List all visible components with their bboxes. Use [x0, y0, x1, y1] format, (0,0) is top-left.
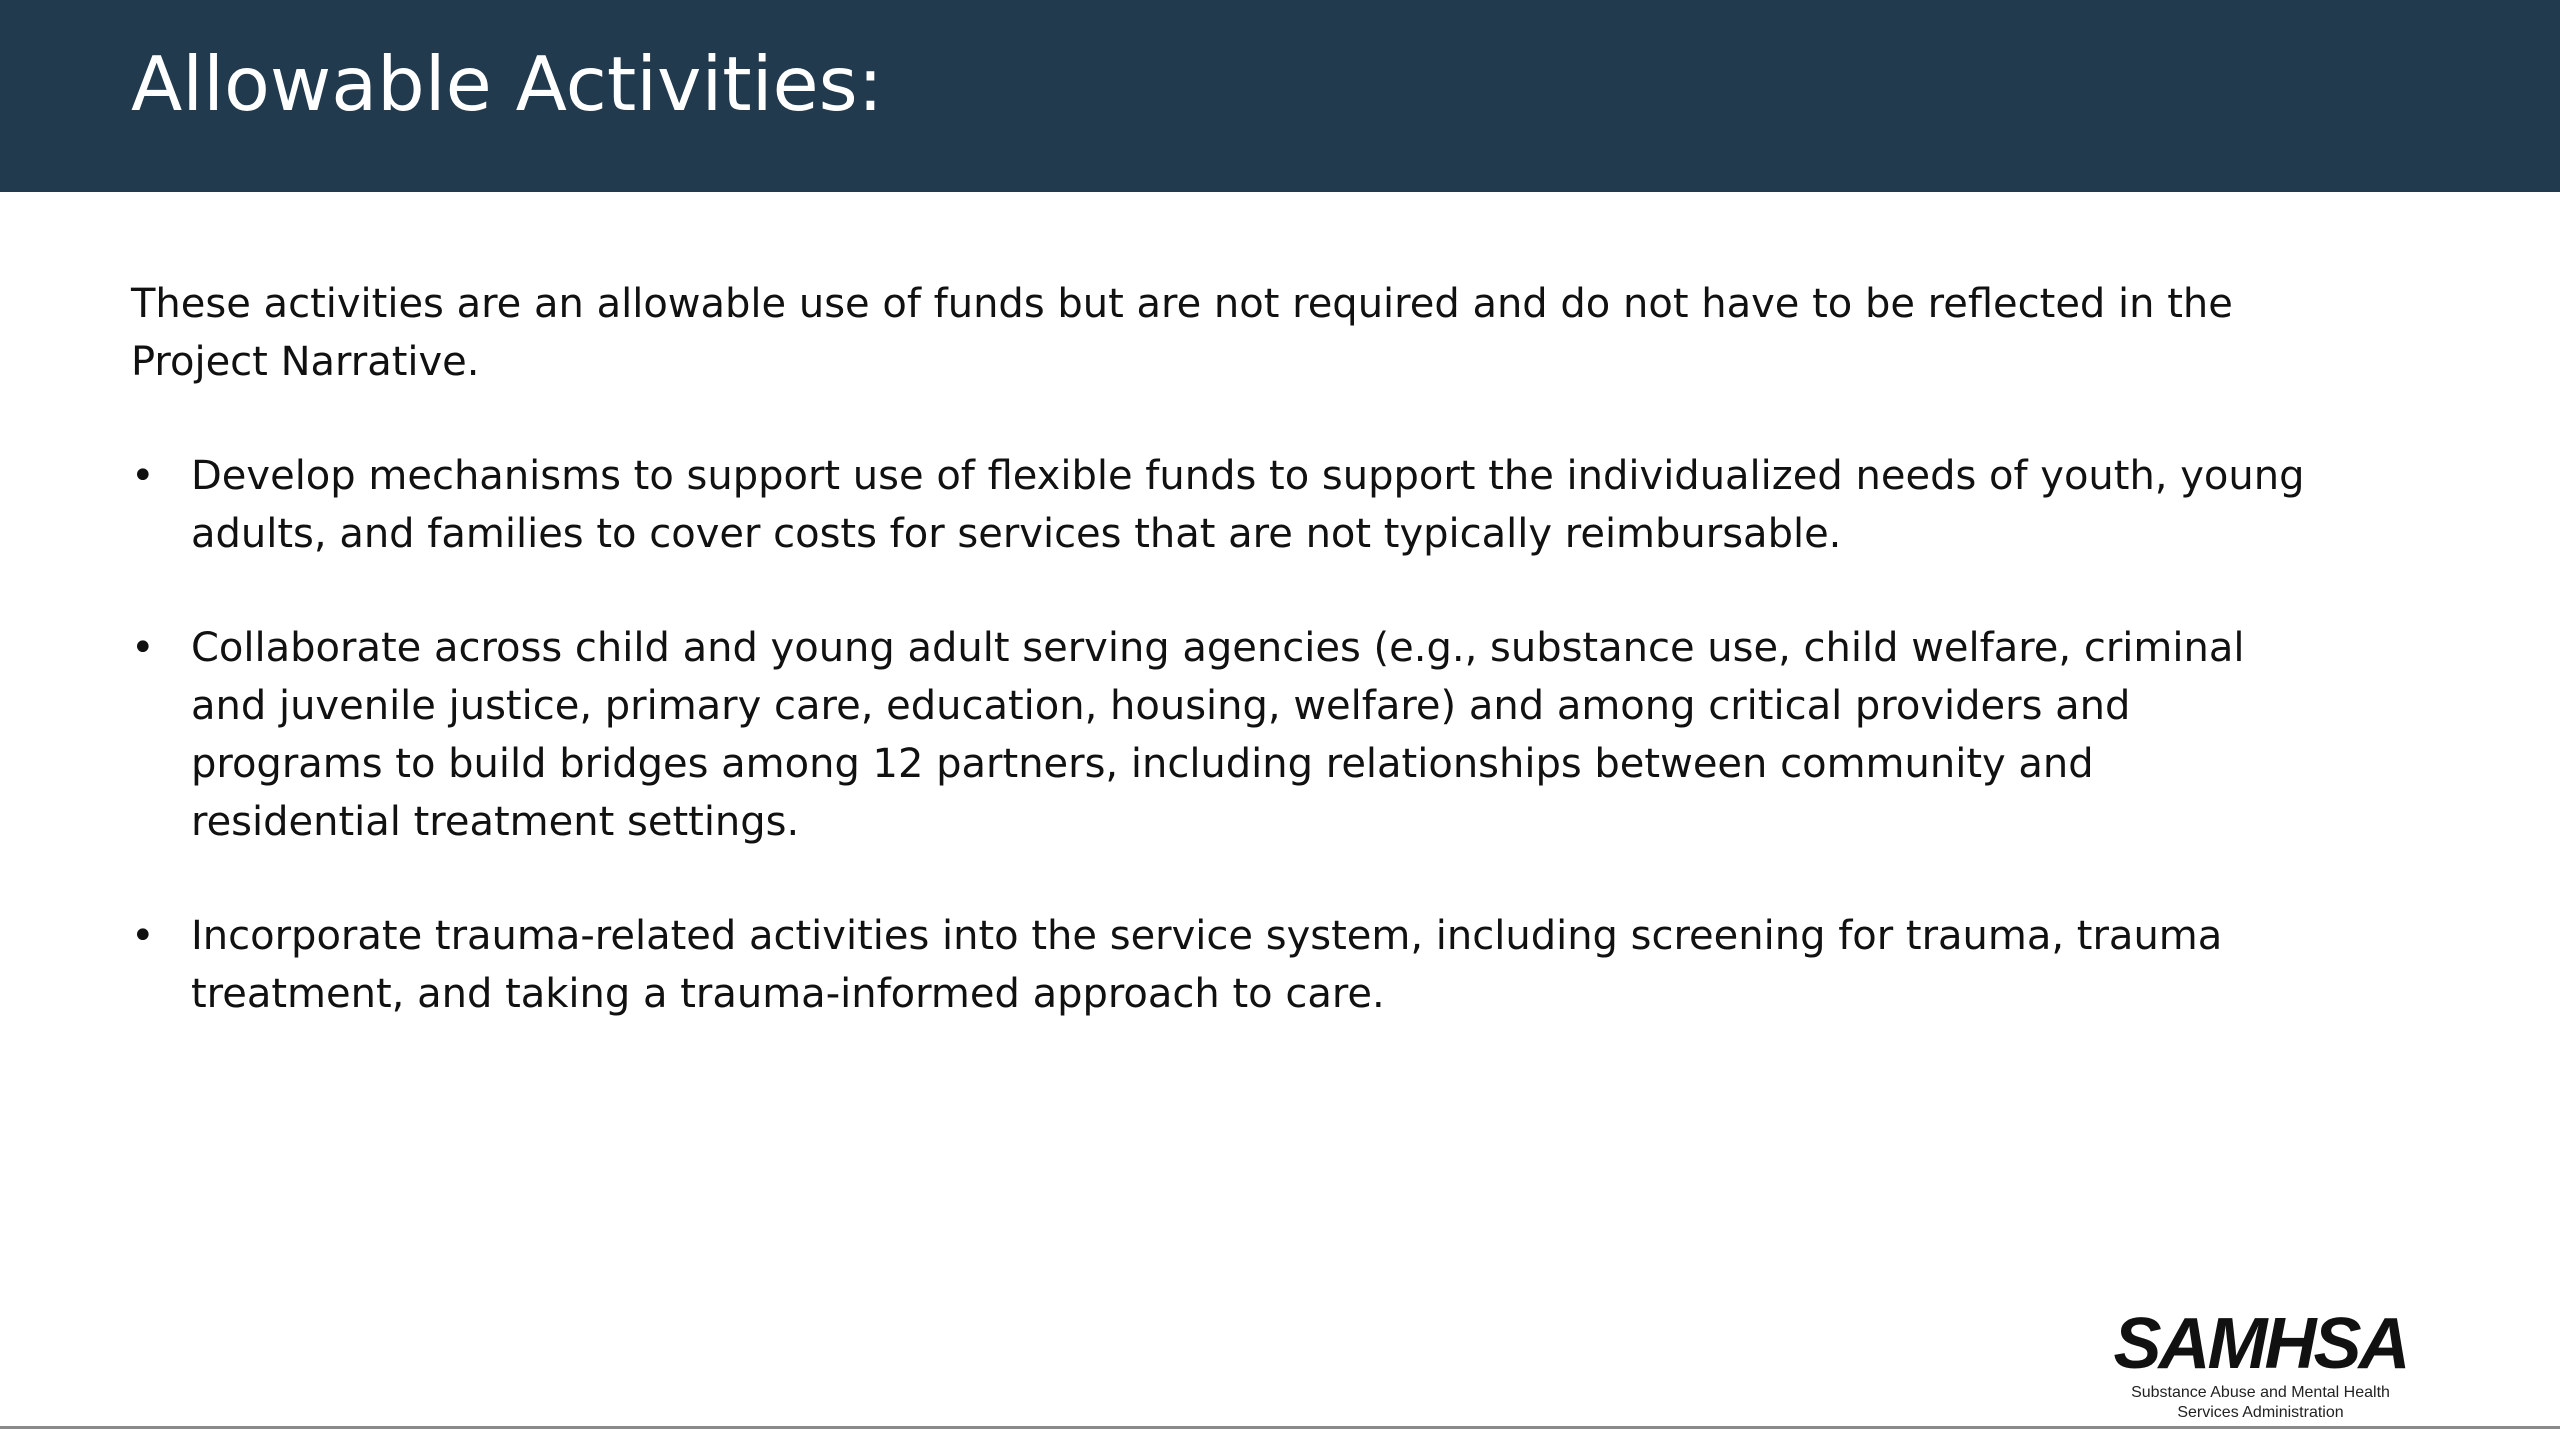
bullet-item — [131, 447, 2311, 563]
samhsa-logo — [2108, 1305, 2413, 1420]
logo-wordmark: SAMHSA — [2113, 1304, 2408, 1384]
logo-subtitle-line1: Substance Abuse and Mental Health — [2131, 1384, 2390, 1401]
slide-content — [131, 275, 2311, 1079]
bullet-text: Incorporate trauma-related activities into the service system, including screening for trauma, trauma treatment, and taking a trauma-informed approach to care. — [191, 913, 2223, 1017]
logo-subtitle-line2: Services Administration — [2177, 1404, 2344, 1421]
logo-subtitle — [2108, 1383, 2413, 1423]
bullet-list — [131, 447, 2311, 1023]
slide-title: Allowable Activities: — [131, 40, 884, 128]
header-band — [0, 0, 2560, 192]
intro-paragraph: These activities are an allowable use of funds but are not required and do not have to be reflected in the Project Narrative. — [131, 281, 2233, 385]
bullet-icon: • — [131, 625, 155, 671]
bullet-icon: • — [131, 913, 155, 959]
bullet-item — [131, 619, 2311, 851]
bullet-icon: • — [131, 453, 155, 499]
bullet-item — [131, 907, 2311, 1023]
bullet-text: Collaborate across child and young adult serving agencies (e.g., substance use, child welfare, criminal and juvenile justice, primary care, education, housing, welfare) and among critical providers and programs to build bridges among 12 partners, including relationships between community and residential treatment settings. — [191, 625, 2245, 845]
bullet-text: Develop mechanisms to support use of flexible funds to support the individualized needs of youth, young adults, and families to cover costs for services that are not typically reimbursable. — [191, 453, 2305, 557]
bottom-divider — [0, 1426, 2560, 1429]
